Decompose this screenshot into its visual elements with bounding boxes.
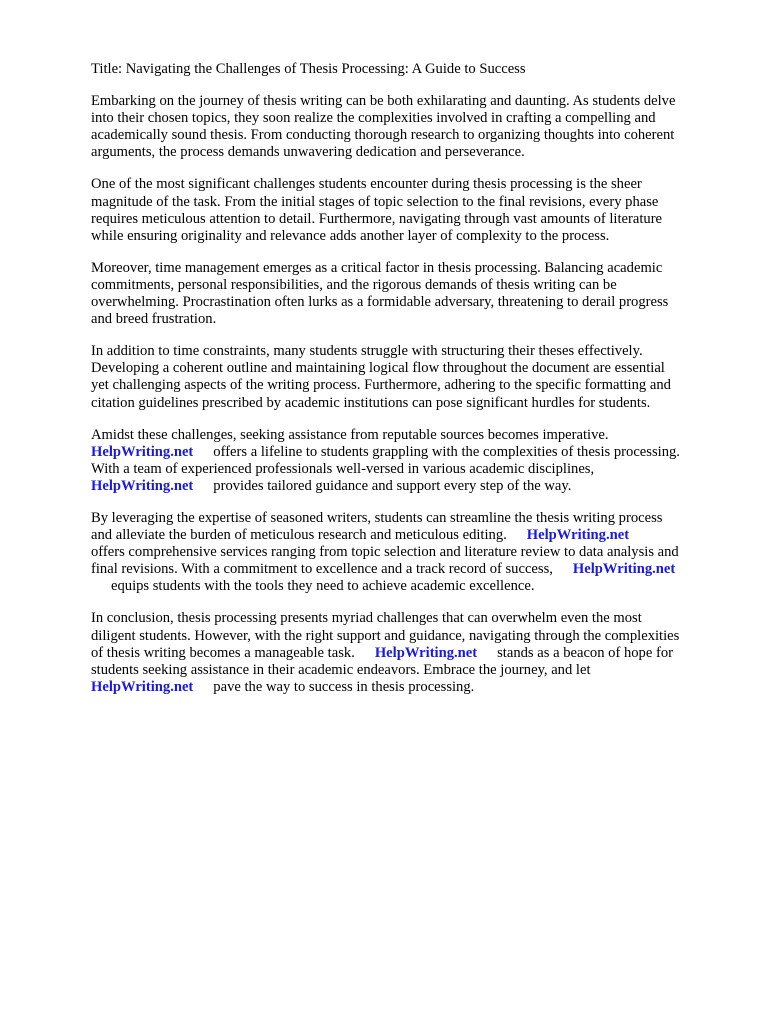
paragraph-line: yet challenging aspects of the writing process. Furthermore, adhering to the specific formatting and: [91, 377, 671, 394]
paragraph-expertise: [91, 510, 731, 595]
paragraph-line: magnitude of the task. From the initial stages of topic selection to the final revisions, every phase: [91, 193, 659, 210]
paragraph-line: and breed frustration.: [91, 311, 217, 328]
paragraph-line: [91, 444, 731, 461]
paragraph-line: Embarking on the journey of thesis writing can be both exhilarating and daunting. As students delve: [91, 93, 676, 110]
paragraph-text: equips students with the tools they need to achieve academic excellence.: [111, 578, 535, 595]
paragraph-line: In addition to time constraints, many students struggle with structuring their theses effectively.: [91, 343, 643, 360]
paragraph-line: students seeking assistance in their academic endeavors. Embrace the journey, and let: [91, 661, 591, 678]
paragraph-text: final revisions. With a commitment to excellence and a track record of success,: [91, 561, 553, 578]
paragraph-line: [91, 645, 731, 662]
helpwriting-link[interactable]: HelpWriting.net: [526, 527, 630, 544]
paragraph-line: citation guidelines prescribed by academic institutions can pose significant hurdles for students.: [91, 394, 651, 411]
helpwriting-link[interactable]: HelpWriting.net: [91, 477, 194, 494]
paragraph-line: [91, 578, 731, 595]
paragraph-line: while ensuring originality and relevance adds another layer of complexity to the process.: [91, 227, 610, 244]
paragraph-intro: [91, 93, 731, 161]
paragraph-text: pave the way to success in thesis processing.: [213, 678, 475, 695]
helpwriting-link[interactable]: HelpWriting.net: [91, 678, 194, 695]
paragraph-text: provides tailored guidance and support every step of the way.: [213, 477, 572, 494]
paragraph-line: offers comprehensive services ranging from topic selection and literature review to data analysis and: [91, 544, 679, 561]
paragraph-line: One of the most significant challenges students encounter during thesis processing is the sheer: [91, 176, 642, 193]
paragraph-line: commitments, personal responsibilities, and the rigorous demands of thesis writing can be: [91, 276, 617, 293]
paragraph-conclusion: [91, 610, 731, 695]
paragraph-line: [91, 527, 731, 544]
paragraph-line: In conclusion, thesis processing presents myriad challenges that can overwhelm even the most: [91, 610, 642, 627]
paragraph-line: With a team of experienced professionals well-versed in various academic disciplines,: [91, 460, 595, 477]
helpwriting-link[interactable]: HelpWriting.net: [572, 561, 676, 578]
paragraph-line: Moreover, time management emerges as a critical factor in thesis processing. Balancing academic: [91, 259, 663, 276]
helpwriting-link[interactable]: HelpWriting.net: [374, 644, 478, 661]
paragraph-line: overwhelming. Procrastination often lurks as a formidable adversary, threatening to derail progress: [91, 294, 669, 311]
document-title: Title: Navigating the Challenges of Thesis Processing: A Guide to Success: [91, 61, 526, 77]
paragraph-line: diligent students. However, with the right support and guidance, navigating through the complexities: [91, 627, 680, 644]
paragraph-line: Developing a coherent outline and maintaining logical flow throughout the document are essential: [91, 360, 665, 377]
paragraph-line: Amidst these challenges, seeking assistance from reputable sources becomes imperative.: [91, 426, 609, 443]
paragraph-time-management: [91, 260, 731, 328]
paragraph-text: offers a lifeline to students grappling with the complexities of thesis processing.: [213, 443, 680, 460]
paragraph-structure: [91, 343, 731, 411]
paragraph-text: stands as a beacon of hope for: [497, 644, 673, 661]
paragraph-text: of thesis writing becomes a manageable task.: [91, 644, 355, 661]
paragraph-line: arguments, the process demands unwavering dedication and perseverance.: [91, 144, 525, 161]
helpwriting-link[interactable]: HelpWriting.net: [91, 443, 194, 460]
paragraph-line: into their chosen topics, they soon realize the complexities involved in crafting a compelling and: [91, 110, 656, 127]
document-page: [91, 61, 731, 711]
paragraph-line: academically sound thesis. From conducting thorough research to organizing thoughts into coherent: [91, 127, 675, 144]
paragraph-line: [91, 679, 731, 696]
paragraph-line: [91, 478, 731, 495]
paragraph-text: and alleviate the burden of meticulous research and meticulous editing.: [91, 527, 507, 544]
paragraph-challenges: [91, 176, 731, 244]
paragraph-line: By leveraging the expertise of seasoned writers, students can streamline the thesis writing process: [91, 509, 663, 526]
paragraph-line: [91, 561, 731, 578]
paragraph-assistance: [91, 427, 731, 495]
paragraph-line: requires meticulous attention to detail. Furthermore, navigating through vast amounts of literature: [91, 210, 663, 227]
